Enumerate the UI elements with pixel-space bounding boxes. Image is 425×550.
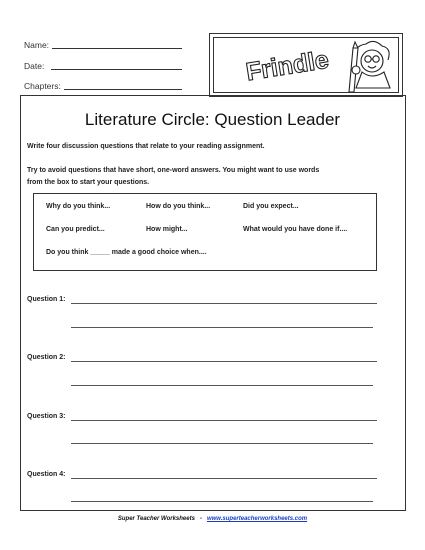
question-2-line-1[interactable] bbox=[71, 361, 377, 362]
question-2-label: Question 2: bbox=[27, 354, 66, 361]
question-3-line-1[interactable] bbox=[71, 420, 377, 421]
starter-predict: Can you predict... bbox=[46, 226, 105, 233]
question-4-line-2[interactable] bbox=[71, 501, 373, 502]
question-4-label: Question 4: bbox=[27, 471, 66, 478]
worksheet-title: Literature Circle: Question Leader bbox=[84, 110, 341, 129]
question-3-label: Question 3: bbox=[27, 413, 66, 420]
question-1-line-1[interactable] bbox=[71, 303, 377, 304]
starter-what-would: What would you have done if.... bbox=[243, 226, 348, 233]
question-4-line-1[interactable] bbox=[71, 478, 377, 479]
starter-why: Why do you think... bbox=[46, 203, 111, 210]
book-title-art bbox=[210, 34, 402, 96]
question-3-line-2[interactable] bbox=[71, 443, 373, 444]
instruction-2-line-2: from the box to start your questions. bbox=[27, 179, 150, 186]
chapters-field[interactable] bbox=[24, 81, 61, 91]
character-illustration-icon bbox=[349, 41, 390, 92]
instruction-2-line-1: Try to avoid questions that have short, one-word answers. You might want to use words bbox=[27, 167, 320, 174]
instruction-1: Write four discussion questions that relate to your reading assignment. bbox=[27, 143, 265, 150]
book-title: Frindle bbox=[244, 45, 331, 87]
starter-good-choice: Do you think _____ made a good choice when.... bbox=[46, 249, 207, 256]
date-label: Date: bbox=[24, 61, 45, 71]
date-field[interactable] bbox=[24, 61, 44, 71]
book-title-box bbox=[209, 33, 403, 97]
starter-expect: Did you expect... bbox=[243, 203, 299, 210]
starter-how-think: How do you think... bbox=[146, 203, 211, 210]
name-field[interactable] bbox=[24, 40, 49, 50]
chapters-line[interactable] bbox=[64, 89, 182, 90]
question-2-line-2[interactable] bbox=[71, 385, 373, 386]
name-line[interactable] bbox=[52, 48, 182, 49]
question-1-line-2[interactable] bbox=[71, 327, 373, 328]
footer-separator: - bbox=[199, 516, 202, 522]
chapters-label: Chapters: bbox=[24, 81, 61, 91]
date-line[interactable] bbox=[51, 69, 182, 70]
starter-how-might: How might... bbox=[146, 226, 188, 233]
footer-brand: Super Teacher Worksheets bbox=[117, 516, 195, 522]
question-1-label: Question 1: bbox=[27, 296, 66, 303]
name-label: Name: bbox=[24, 40, 50, 50]
footer-link[interactable]: www.superteacherworksheets.com bbox=[206, 516, 308, 522]
footer bbox=[0, 516, 425, 522]
